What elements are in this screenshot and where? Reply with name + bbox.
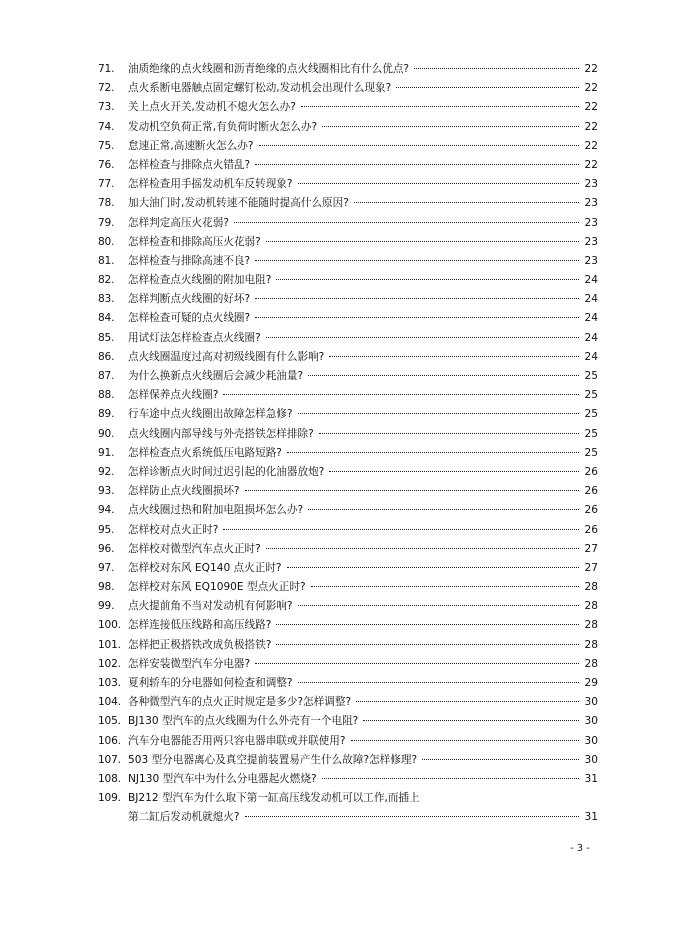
dot-leader (276, 624, 579, 625)
toc-entry-number: 106. (98, 734, 121, 747)
toc-entry-title: 怎样防止点火线圈损坏? (128, 485, 240, 498)
dot-leader (298, 183, 579, 184)
toc-entry-number: 80. (98, 235, 115, 248)
dot-leader (255, 164, 579, 165)
toc-entry-page: 30 (584, 696, 598, 709)
toc-entry[interactable] (98, 137, 598, 156)
toc-entry-title: 怎样保养点火线圈? (128, 389, 219, 402)
toc-entry-page: 28 (584, 657, 598, 670)
dot-leader (245, 490, 579, 491)
dot-leader (245, 816, 579, 817)
dot-leader (276, 644, 579, 645)
toc-entry-page: 25 (584, 427, 598, 440)
toc-entry-title: 怠速正常,高速断火怎么办? (128, 139, 254, 152)
toc-entry-number: 91. (98, 446, 115, 459)
toc-entry-page: 24 (584, 312, 598, 325)
toc-entry-page: 27 (584, 542, 598, 555)
toc-entry-page: 24 (584, 350, 598, 363)
toc-entry-title: 怎样判定高压火花弱? (128, 216, 229, 229)
toc-entry[interactable] (98, 194, 598, 213)
toc-entry-number: 71. (98, 63, 115, 75)
toc-entry-title: 怎样检查用手摇发动机车反转现象? (128, 178, 293, 191)
toc-entry[interactable] (98, 98, 598, 117)
toc-entry[interactable] (98, 789, 598, 808)
toc-entry-number: 92. (98, 465, 115, 478)
dot-leader (319, 433, 579, 434)
toc-entry-title: NJ130 型汽车中为什么分电器起火燃烧? (128, 772, 317, 785)
toc-entry-title: BJ212 型汽车为什么取下第一缸高压线发动机可以工作,而插上 (128, 792, 420, 805)
toc-entry[interactable] (98, 463, 598, 482)
toc-entry-number: 93. (98, 485, 115, 498)
toc-entry[interactable] (98, 674, 598, 693)
toc-entry[interactable] (98, 616, 598, 635)
toc-entry-number: 83. (98, 293, 115, 306)
toc-entry-title: 怎样检查和排除高压火花弱? (128, 235, 261, 248)
toc-entry[interactable] (98, 501, 598, 520)
toc-entry-title: 503 型分电器离心及真空提前装置易产生什么故障?怎样修理? (128, 753, 418, 766)
toc-entry-number: 108. (98, 772, 121, 785)
toc-entry-number: 107. (98, 753, 121, 766)
toc-entry[interactable] (98, 425, 598, 444)
toc-entry-title: 怎样安装微型汽车分电器? (128, 657, 251, 670)
toc-entry-title: 点火系断电器触点固定螺钉松动,发动机会出现什么现象? (128, 82, 392, 95)
toc-entry-title: 怎样判断点火线圈的好坏? (128, 293, 251, 306)
toc-entry-page: 25 (584, 408, 598, 421)
dot-leader (329, 356, 579, 357)
dot-leader (308, 375, 579, 376)
toc-entry[interactable] (98, 290, 598, 309)
toc-entry-title: 怎样检查与排除点火错乱? (128, 158, 251, 171)
toc-entry[interactable] (98, 405, 598, 424)
dot-leader (422, 759, 579, 760)
toc-entry-number: 94. (98, 504, 115, 517)
toc-entry-page: 22 (584, 101, 598, 114)
dot-leader (266, 241, 579, 242)
toc-entry[interactable] (98, 233, 598, 252)
toc-entry[interactable] (98, 386, 598, 405)
toc-entry-page: 29 (584, 677, 598, 689)
toc-entry[interactable] (98, 693, 598, 712)
toc-entry[interactable] (98, 367, 598, 386)
toc-entry-page: 22 (584, 82, 598, 95)
toc-entry-number: 85. (98, 331, 115, 344)
dot-leader (414, 68, 579, 69)
toc-entry-page: 22 (584, 63, 598, 75)
toc-entry-title: 点火提前角不当对发动机有何影响? (128, 600, 293, 613)
toc-entry-title: 怎样检查与排除高速不良? (128, 254, 251, 267)
toc-entry-title: 加大油门时,发动机转速不能随时提高什么原因? (128, 197, 349, 210)
dot-leader (266, 548, 579, 549)
dot-leader (223, 394, 579, 395)
toc-entry-title: 怎样校对东风 EQ140 点火正时? (128, 561, 282, 574)
toc-entry[interactable] (98, 175, 598, 194)
toc-entry-title: 怎样诊断点火时间过迟引起的化油器放炮? (128, 465, 325, 478)
toc-entry-title: 怎样检查点火系统低压电路短路? (128, 446, 282, 459)
toc-entry-number: 89. (98, 408, 115, 421)
dot-leader (322, 126, 579, 127)
toc-entry[interactable] (98, 309, 598, 328)
dot-leader (301, 106, 579, 107)
dot-leader (276, 279, 579, 280)
dot-leader (259, 145, 579, 146)
toc-entry[interactable] (98, 521, 598, 540)
toc-entry-page: 25 (584, 370, 598, 382)
table-of-contents (98, 60, 598, 828)
toc-entry-title: BJ130 型汽车的点火线圈为什么外壳有一个电阻? (128, 715, 359, 728)
toc-entry[interactable] (98, 712, 598, 731)
toc-entry-number: 97. (98, 561, 115, 574)
dot-leader (234, 222, 579, 223)
toc-entry-page: 26 (584, 485, 598, 498)
toc-entry[interactable] (98, 156, 598, 175)
toc-entry-title: 各种微型汽车的点火正时规定是多少?怎样调整? (128, 696, 352, 709)
toc-entry-page: 23 (584, 197, 598, 210)
dot-leader (223, 529, 579, 530)
toc-entry-page: 26 (584, 465, 598, 478)
dot-leader (396, 87, 579, 88)
toc-entry-title: 为什么换新点火线圈后会减少耗油量? (128, 370, 304, 382)
toc-entry[interactable] (98, 751, 598, 770)
dot-leader (287, 452, 579, 453)
dot-leader (354, 202, 579, 203)
toc-entry-page: 28 (584, 581, 598, 594)
toc-entry-number: 102. (98, 657, 121, 670)
dot-leader (298, 605, 579, 606)
toc-entry-number: 81. (98, 254, 115, 267)
toc-entry-page: 30 (584, 715, 598, 728)
toc-entry-number: 109. (98, 792, 121, 805)
toc-entry-number: 101. (98, 638, 121, 651)
dot-leader (298, 413, 579, 414)
toc-entry-number: 72. (98, 82, 115, 95)
dot-leader (266, 337, 579, 338)
dot-leader (255, 317, 579, 318)
toc-entry-page: 31 (584, 811, 598, 824)
toc-entry-page: 30 (584, 753, 598, 766)
toc-entry[interactable] (98, 540, 598, 559)
toc-entry[interactable] (98, 482, 598, 501)
toc-entry[interactable] (98, 252, 598, 271)
toc-entry-number: 78. (98, 197, 115, 210)
toc-entry-page: 31 (584, 772, 598, 785)
toc-entry[interactable] (98, 60, 598, 79)
toc-entry-number: 79. (98, 216, 115, 229)
toc-entry-page: 22 (584, 139, 598, 152)
toc-entry-title: 怎样连接低压线路和高压线路? (128, 619, 272, 632)
toc-entry-page: 25 (584, 389, 598, 402)
toc-entry-number: 76. (98, 158, 115, 171)
toc-entry-page: 24 (584, 331, 598, 344)
toc-entry-page: 30 (584, 734, 598, 747)
toc-entry-number: 74. (98, 120, 115, 133)
dot-leader (255, 260, 579, 261)
toc-entry[interactable] (98, 118, 598, 137)
toc-entry-page: 28 (584, 600, 598, 613)
toc-entry-page: 23 (584, 178, 598, 191)
toc-entry-page: 23 (584, 254, 598, 267)
toc-entry-title: 怎样把正极搭铁改成负极搭铁? (128, 638, 272, 651)
toc-entry[interactable] (98, 559, 598, 578)
toc-entry-title-continued: 第二缸后发动机就熄火? (128, 811, 240, 824)
toc-entry-title: 怎样校对微型汽车点火正时? (128, 542, 261, 555)
toc-entry-number: 87. (98, 370, 115, 382)
dot-leader (311, 586, 579, 587)
toc-entry-page: 22 (584, 120, 598, 133)
toc-entry-title: 夏利轿车的分电器如何检查和调整? (128, 677, 293, 689)
toc-entry-title: 汽车分电器能否用两只容电器串联或并联使用? (128, 734, 346, 747)
toc-entry[interactable] (98, 732, 598, 751)
toc-entry-number: 77. (98, 178, 115, 191)
dot-leader (298, 682, 579, 683)
dot-leader (308, 509, 579, 510)
toc-entry[interactable] (98, 597, 598, 616)
toc-entry-number: 82. (98, 274, 115, 287)
toc-entry[interactable] (98, 770, 598, 789)
toc-entry-title: 怎样检查点火线圈的附加电阻? (128, 274, 272, 287)
toc-entry-title: 用试灯法怎样检查点火线圈? (128, 331, 261, 344)
toc-entry-title: 怎样校对点火正时? (128, 523, 219, 536)
toc-entry-number: 95. (98, 523, 115, 536)
toc-entry-number: 99. (98, 600, 115, 613)
toc-entry-number: 104. (98, 696, 121, 709)
toc-entry-title: 发动机空负荷正常,有负荷时断火怎么办? (128, 120, 318, 133)
toc-entry-number: 73. (98, 101, 115, 114)
toc-entry-page: 22 (584, 158, 598, 171)
dot-leader (322, 778, 579, 779)
toc-entry-number: 90. (98, 427, 115, 440)
toc-entry[interactable] (98, 348, 598, 367)
toc-entry-title: 行车途中点火线圈出故障怎样急修? (128, 408, 293, 421)
dot-leader (329, 471, 579, 472)
toc-entry-page: 28 (584, 619, 598, 632)
toc-entry-title: 油质绝缘的点火线圈和沥青绝缘的点火线圈相比有什么优点? (128, 63, 410, 75)
toc-entry-page: 24 (584, 293, 598, 306)
toc-entry-page: 23 (584, 216, 598, 229)
toc-entry-title: 怎样检查可疑的点火线圈? (128, 312, 251, 325)
toc-entry-page: 27 (584, 561, 598, 574)
toc-entry-continuation[interactable] (98, 808, 598, 827)
toc-entry-title: 怎样校对东风 EQ1090E 型点火正时? (128, 581, 306, 594)
toc-entry-number: 84. (98, 312, 115, 325)
dot-leader (287, 567, 579, 568)
toc-entry-title: 点火线圈温度过高对初级线圈有什么影响? (128, 350, 325, 363)
toc-entry[interactable] (98, 578, 598, 597)
toc-entry[interactable] (98, 444, 598, 463)
toc-entry-page: 24 (584, 274, 598, 287)
toc-entry-number: 105. (98, 715, 121, 728)
toc-entry[interactable] (98, 655, 598, 674)
toc-entry-page: 25 (584, 446, 598, 459)
toc-entry-number: 75. (98, 139, 115, 152)
toc-entry-number: 98. (98, 581, 115, 594)
toc-entry[interactable] (98, 329, 598, 348)
toc-entry-number: 100. (98, 619, 121, 632)
toc-entry-page: 26 (584, 523, 598, 536)
toc-entry-page: 28 (584, 638, 598, 651)
toc-entry-title: 点火线圈内部导线与外壳搭铁怎样排除? (128, 427, 314, 440)
toc-entry-title: 关上点火开关,发动机不熄火怎么办? (128, 101, 296, 114)
dot-leader (255, 298, 579, 299)
toc-entry[interactable] (98, 214, 598, 233)
toc-entry-page: 23 (584, 235, 598, 248)
toc-entry[interactable] (98, 79, 598, 98)
toc-entry-title: 点火线圈过热和附加电阻损坏怎么办? (128, 504, 304, 517)
toc-entry-page: 26 (584, 504, 598, 517)
dot-leader (255, 663, 579, 664)
toc-entry-number: 103. (98, 677, 121, 689)
toc-entry[interactable] (98, 636, 598, 655)
dot-leader (356, 701, 579, 702)
dot-leader (363, 720, 579, 721)
dot-leader (351, 740, 580, 741)
toc-entry-number: 96. (98, 542, 115, 555)
toc-entry-number: 88. (98, 389, 115, 402)
toc-entry-number: 86. (98, 350, 115, 363)
page-number: - 3 - (570, 843, 590, 854)
toc-entry[interactable] (98, 271, 598, 290)
